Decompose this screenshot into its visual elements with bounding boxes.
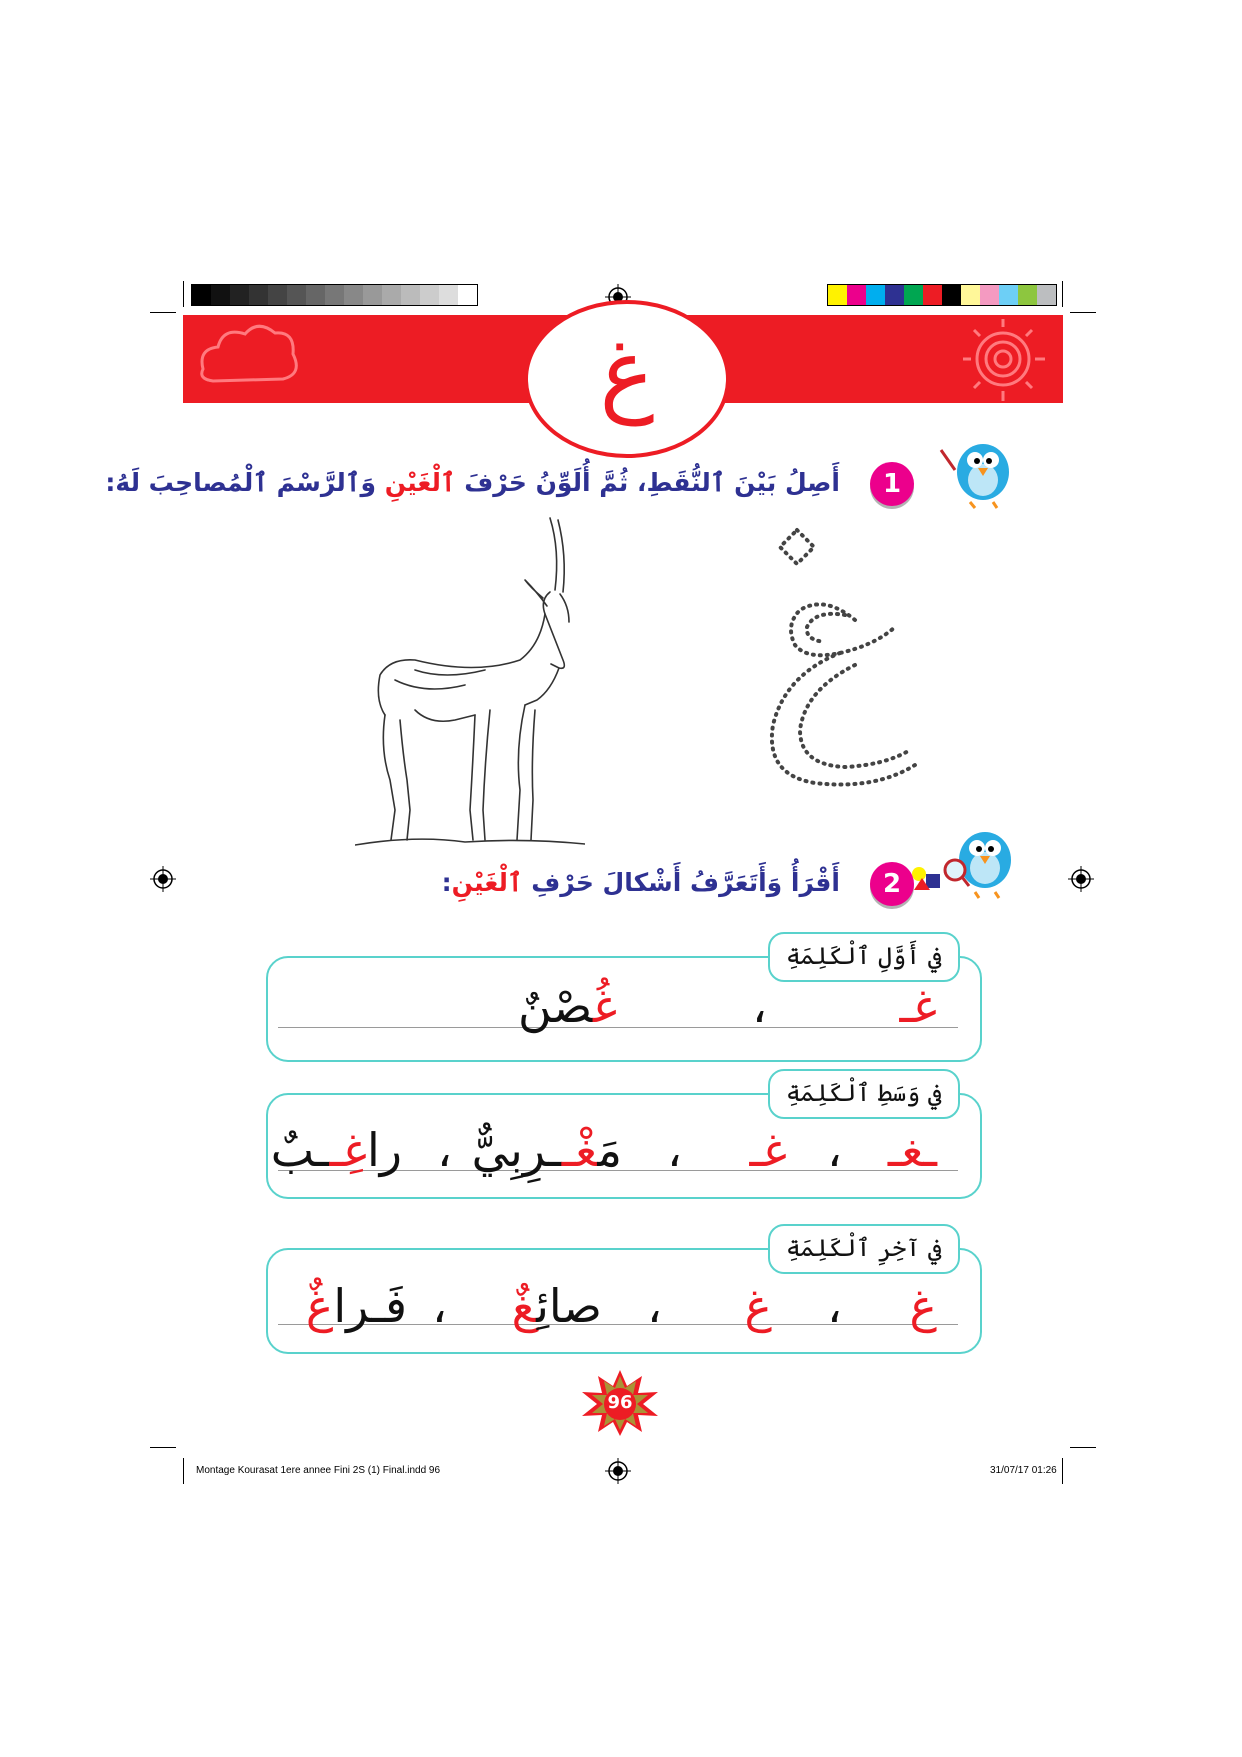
grayscale-calibration-bar — [191, 284, 478, 306]
word-letter: غُ — [592, 979, 617, 1033]
word-rest: صْنٌ — [518, 979, 593, 1033]
letter-form — [888, 1120, 937, 1180]
letter-form-text: غ — [744, 1279, 772, 1333]
bird-magnifier-mascot-icon — [933, 820, 1028, 900]
color-swatch — [344, 285, 363, 305]
crop-mark — [183, 281, 184, 307]
word-part: ـبٌ — [270, 1123, 330, 1177]
crop-mark — [1070, 312, 1096, 313]
color-swatch — [923, 285, 942, 305]
position-label: في أَوَّلِ ٱلْكَلِمَةِ — [768, 932, 960, 982]
crop-mark — [1062, 1458, 1063, 1484]
separator: ، — [752, 979, 767, 1033]
crop-mark — [150, 312, 176, 313]
exercise-2-instruction — [442, 868, 840, 897]
separator: ، — [437, 1123, 452, 1177]
letter-form — [910, 1276, 937, 1336]
color-swatch — [211, 285, 230, 305]
word-letter: غْـ — [561, 1123, 598, 1177]
color-swatch — [382, 285, 401, 305]
exercise-1-instruction — [105, 468, 840, 497]
letter-form — [749, 1120, 787, 1180]
letter-form — [745, 1276, 772, 1336]
instruction-text: أَصِلُ بَيْنَ ٱلنُّقَطِ، ثُمَّ أُلَوِّنُ حَرْفَ — [455, 468, 840, 497]
word-letter: غٌ — [511, 1279, 537, 1333]
color-swatch — [325, 285, 344, 305]
example-word — [271, 1120, 402, 1180]
footer-filename: Montage Kourasat 1ere annee Fini 2S (1) Final.indd 96 — [196, 1465, 441, 1476]
color-swatch — [458, 285, 477, 305]
writing-line — [278, 1027, 958, 1028]
color-swatch — [885, 285, 904, 305]
color-swatch — [1018, 285, 1037, 305]
color-swatch — [866, 285, 885, 305]
letter-form-text: غـ — [749, 1123, 787, 1177]
color-swatch — [230, 285, 249, 305]
instruction-text: أَقْرَأُ وَأَتَعَرَّفُ أَشْكالَ حَرْفِ — [522, 868, 840, 897]
word-letter: غِـ — [329, 1123, 367, 1177]
crop-mark — [183, 1458, 184, 1484]
letter-form-text: ـغـ — [887, 1123, 937, 1177]
color-swatch — [268, 285, 287, 305]
footer-datetime: 31/07/17 01:26 — [990, 1465, 1057, 1476]
example-word — [472, 1120, 622, 1180]
word-part: صائِ — [536, 1279, 602, 1333]
bird-mascot-icon — [935, 430, 1025, 510]
instruction-text: : — [441, 868, 452, 897]
word-part: مَ — [597, 1123, 622, 1177]
cloud-decoration-icon — [193, 319, 303, 389]
instruction-highlight: ٱلْغَيْنِ — [451, 868, 523, 897]
color-swatch — [249, 285, 268, 305]
color-swatch — [961, 285, 980, 305]
example-word — [512, 1276, 602, 1336]
word-part: ـرِبِيٌّ — [471, 1123, 562, 1177]
letter-form-text: غ — [909, 1279, 937, 1333]
color-swatch — [439, 285, 458, 305]
color-swatch — [306, 285, 325, 305]
registration-mark-icon — [150, 866, 176, 892]
page-number: 96 — [607, 1392, 633, 1413]
sun-decoration-icon — [948, 315, 1058, 403]
color-swatch — [999, 285, 1018, 305]
crop-mark — [1070, 1447, 1096, 1448]
word-part: را — [367, 1123, 402, 1177]
exercise-number-badge: 1 — [870, 462, 914, 506]
word-part: فَـرا — [333, 1279, 407, 1333]
title-letter: غ — [599, 319, 655, 426]
color-swatch — [904, 285, 923, 305]
color-calibration-bar — [827, 284, 1057, 306]
letter-form — [899, 976, 937, 1036]
position-label: في آخِرِ ٱلْكَلِمَةِ — [768, 1224, 960, 1274]
instruction-highlight: ٱلْغَيْنِ — [384, 468, 456, 497]
registration-mark-icon — [605, 1458, 631, 1484]
separator: ، — [647, 1279, 662, 1333]
color-swatch — [1037, 285, 1056, 305]
crop-mark — [150, 1447, 176, 1448]
exercise-number-badge: 2 — [870, 862, 914, 906]
color-swatch — [847, 285, 866, 305]
word-letter: غٌ — [305, 1279, 334, 1333]
color-swatch — [192, 285, 211, 305]
position-label: في وَسَطِ ٱلْكَلِمَةِ — [768, 1069, 960, 1119]
crop-mark — [1062, 281, 1063, 307]
color-swatch — [828, 285, 847, 305]
color-swatch — [420, 285, 439, 305]
letter-form-text: غـ — [899, 979, 937, 1033]
separator: ، — [432, 1279, 447, 1333]
registration-mark-icon — [1068, 866, 1094, 892]
color-swatch — [363, 285, 382, 305]
separator: ، — [667, 1123, 682, 1177]
color-swatch — [401, 285, 420, 305]
color-swatch — [980, 285, 999, 305]
color-swatch — [942, 285, 961, 305]
dotted-letter-tracing-icon — [745, 525, 935, 825]
example-word — [518, 976, 617, 1036]
gazelle-drawing-icon — [355, 510, 585, 850]
instruction-text: وَٱلرَّسْمَ ٱلْمُصاحِبَ لَهُ: — [105, 468, 385, 497]
separator: ، — [827, 1123, 842, 1177]
shapes-decoration-icon — [910, 862, 946, 892]
separator: ، — [827, 1279, 842, 1333]
color-swatch — [287, 285, 306, 305]
example-word — [306, 1276, 407, 1336]
